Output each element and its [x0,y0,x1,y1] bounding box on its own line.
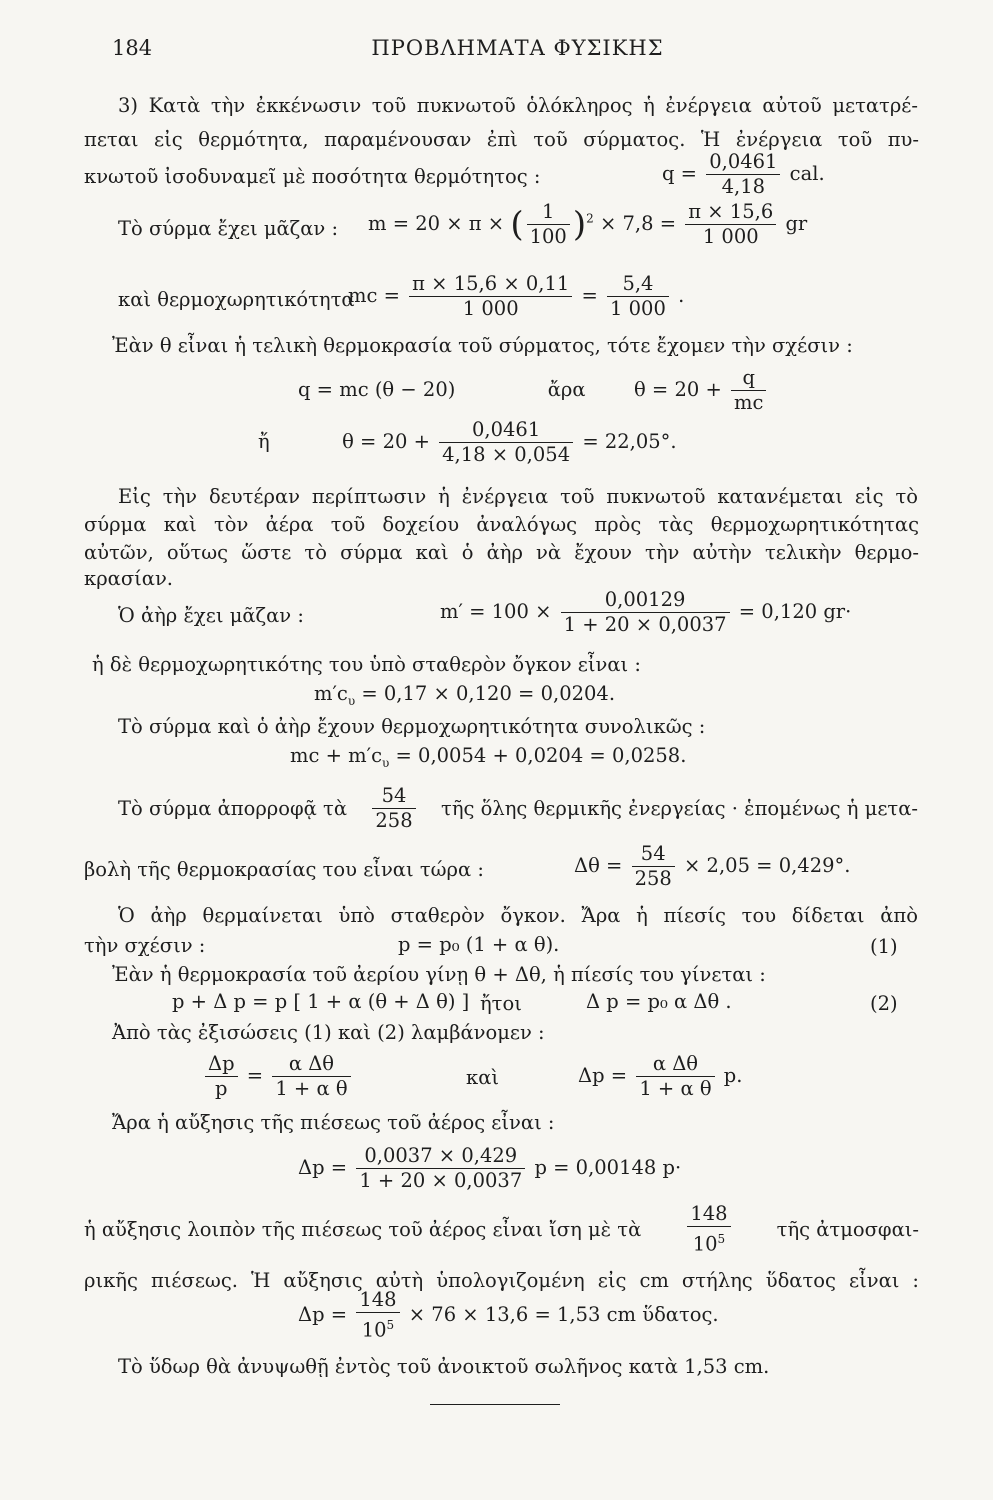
fraction [372,784,415,833]
eq-part: mc + m′c [290,744,382,767]
equation-delta-p [578,1052,742,1101]
numerator: q [731,366,766,391]
numerator: 0,0037 × 0,429 [356,1144,525,1169]
exponent: 5 [386,1318,395,1332]
equation-1 [398,933,559,956]
equation-heat-capacity [348,272,684,321]
denominator: p [215,1077,228,1100]
numerator: 0,00129 [561,588,730,613]
eq-tail: p. [723,1064,743,1087]
denominator: mc [734,391,764,414]
fraction [706,150,780,199]
eq-tail: . [678,284,685,307]
numerator: 54 [632,842,675,867]
fraction [527,200,570,249]
text-line-fraction [84,1202,919,1257]
text-line: Ἄρα ἡ αὔξησις τῆς πιέσεως τοῦ ἀέρος εἶναι : [112,1111,555,1134]
fraction [685,200,776,249]
eq-part: τῆς ὅλης θερμικῆς ἐνεργείας · ἑπομένως ἡ μετα- [441,797,918,820]
eq-part: q = mc (θ − 20) [298,378,456,401]
numerator: Δp [205,1052,238,1077]
equation-delta-p-value [298,1144,681,1193]
equation-air-mass [440,588,851,637]
text-line: τὴν σχέσιν : [84,934,206,957]
fraction [272,1052,350,1101]
text-line: Εἰς τὴν δευτέραν περίπτωσιν ἡ ἐνέργεια τοῦ πυκνωτοῦ κατανέμεται εἰς τὸ [118,485,918,508]
text-line: κρασίαν. [84,567,173,590]
denominator: 100 [529,225,567,248]
paren-close: ) [572,204,587,245]
end-rule [430,1404,560,1405]
fraction [439,418,573,467]
equation-tag: (2) [870,992,898,1015]
denominator: 1 + α θ [639,1077,712,1100]
text-line: Ἐὰν ἡ θερμοκρασία τοῦ ἀερίου γίνῃ θ + Δθ, ἡ πίεσίς του γίνεται : [112,963,766,986]
eq-part: Δ p = p₀ α Δθ . [586,990,732,1013]
eq-part: = 0,17 × 0,120 = 0,0204. [355,682,616,705]
text-line: αὐτῶν, οὕτως ὥστε τὸ σύρμα καὶ ὁ ἀὴρ νὰ ἔχουν τὴν αὐτὴν τελικὴν θερμο- [84,541,919,564]
subscript: υ [382,755,390,770]
denominator: 1 000 [610,297,666,320]
equation-delta-theta [574,842,850,891]
equation-theta-value [258,418,677,467]
eq-part: = [246,1064,264,1087]
denominator: 258 [375,809,413,832]
text-line-fraction [118,784,918,833]
eq-lhs: mc = [348,284,400,307]
denominator-base: 10 [361,1318,387,1342]
eq-tail: p = 0,00148 p· [534,1156,682,1179]
text-line: σύρμα καὶ τὸν ἀέρα τοῦ δοχείου ἀναλόγως πρὸς τὰς θερμοχωρητικότητας [84,513,919,536]
eq-lhs: m′ = 100 × [440,600,552,623]
eq-part: × 7,8 = [599,212,677,235]
equation-2-left [172,990,469,1013]
denominator: 258 [634,867,672,890]
text-line: καὶ θερμοχωρητικότητα [118,288,355,311]
numerator: 54 [372,784,415,809]
eq-lhs: Δp = [578,1064,628,1087]
eq-tail: cal. [789,162,825,185]
eq-part: καὶ [466,1066,500,1089]
denominator [356,1313,399,1343]
numerator: π × 15,6 × 0,11 [409,272,572,297]
eq-part: m = 20 × π × [368,212,505,235]
denominator: 4,18 × 0,054 [442,443,571,466]
eq-part: θ = 20 + [633,378,722,401]
eq-part: ἄρα [547,378,586,401]
paren-open: ( [510,204,524,245]
text-line: Τὸ σύρμα ἔχει μᾶζαν : [118,217,339,240]
text-line: ρικῆς πιέσεως. Ἡ αὔξησις αὐτὴ ὑπολογιζομένη εἰς cm στήλης ὕδατος εἶναι : [84,1269,919,1292]
fraction [632,842,675,891]
numerator: α Δθ [272,1052,350,1077]
eq-part: ἤ [258,430,270,453]
exponent: 5 [717,1232,726,1246]
equation-water-column [298,1288,719,1343]
equation-air-heat [314,682,615,708]
denominator: 1 + α θ [275,1077,348,1100]
text-line: Ἀπὸ τὰς ἐξισώσεις (1) καὶ (2) λαμβάνομεν : [112,1021,545,1044]
eq-part: τῆς ἀτμοσφαι- [776,1217,919,1241]
eq-part: p = p₀ (1 + α θ). [398,933,560,956]
denominator: 1 000 [462,297,519,320]
denominator: 4,18 [721,175,766,198]
eq-tail: × 76 × 13,6 = 1,53 cm ὕδατος. [408,1302,719,1326]
text-line: βολὴ τῆς θερμοκρασίας του εἶναι τώρα : [84,858,484,881]
equation-mass [368,200,807,249]
denominator [687,1227,730,1257]
eq-part: m′c [314,682,348,705]
eq-lhs: Δp = [298,1156,348,1179]
eq-part: Τὸ σύρμα ἀπορροφᾷ τὰ [118,797,347,820]
subscript: υ [347,693,356,708]
eq-tail: × 2,05 = 0,429°. [684,854,851,877]
exponent: 2 [586,211,594,226]
text-line: Τὸ ὕδωρ θὰ ἀνυψωθῇ ἐντὸς τοῦ ἀνοικτοῦ σωλῆνος κατὰ 1,53 cm. [118,1355,770,1378]
numerator: 0,0461 [439,418,573,443]
text-line: Ὁ ἀὴρ ἔχει μᾶζαν : [118,604,304,627]
text-line: Τὸ σύρμα καὶ ὁ ἀὴρ ἔχουν θερμοχωρητικότητα συνολικῶς : [118,715,706,738]
equation-kai [466,1066,499,1089]
denominator: 1 + 20 × 0,0037 [563,613,727,636]
eq-part: θ = 20 + [342,430,430,453]
numerator: α Δθ [636,1052,714,1077]
fraction [356,1144,525,1193]
running-title: ΠΡΟΒΛΗΜΑΤΑ ΦΥΣΙΚΗΣ [371,36,664,60]
equation-q [662,150,825,199]
eq-lhs: q = [662,162,698,185]
denominator: 1 000 [702,225,759,248]
fraction [731,366,766,415]
eq-part: ἤτοι [480,992,522,1015]
numerator: 5,4 [607,272,669,297]
page-number: 184 [112,36,153,60]
fraction [561,588,730,637]
eq-part: p + Δ p = p [ 1 + α (θ + Δ θ) ] [172,990,470,1013]
page-header [112,36,923,68]
fraction [356,1288,399,1343]
equation-ratio [202,1052,354,1101]
equation-tag: (1) [870,935,898,958]
numerator: π × 15,6 [685,200,776,225]
fraction [607,272,669,321]
eq-tail: = 0,120 gr· [738,600,852,623]
text-line: 3) Κατὰ τὴν ἐκκένωσιν τοῦ πυκνωτοῦ ὁλόκληρος ἡ ἐνέργεια αὐτοῦ μετατρέ- [118,94,918,117]
numerator: 0,0461 [706,150,780,175]
equation-theta [298,366,769,415]
eq-part: = 0,0054 + 0,0204 = 0,0258. [389,744,687,767]
text-line: Ὁ ἀὴρ θερμαίνεται ὑπὸ σταθερὸν ὄγκον. Ἄρα ἡ πίεσίς του δίδεται ἀπὸ [118,904,918,927]
fraction [409,272,572,321]
eq-part: = 22,05°. [582,430,677,453]
text-line: Ἐὰν θ εἶναι ἡ τελικὴ θερμοκρασία τοῦ σύρματος, τότε ἔχομεν τὴν σχέσιν : [112,334,853,357]
fraction [636,1052,714,1101]
eq-part: ἡ αὔξησις λοιπὸν τῆς πιέσεως τοῦ ἀέρος εἶναι ἴση μὲ τὰ [84,1217,642,1241]
fraction [205,1052,238,1101]
text-line: πεται εἰς θερμότητα, παραμένουσαν ἐπὶ τοῦ σύρματος. Ἡ ἐνέργεια τοῦ πυ- [84,128,919,151]
text-line: ἡ δὲ θερμοχωρητικότης του ὑπὸ σταθερὸν ὄγκον εἶναι : [92,653,641,676]
fraction [687,1202,730,1257]
equation-2-right [586,990,732,1013]
numerator: 148 [356,1288,399,1313]
eq-lhs: Δp = [298,1302,348,1326]
numerator: 148 [687,1202,730,1227]
eq-lhs: Δθ = [574,854,623,877]
denominator: 1 + 20 × 0,0037 [359,1169,523,1192]
eq-unit: gr [785,212,808,235]
eq-part: = [581,284,598,307]
equation-total-heat [290,744,686,770]
denominator-base: 10 [692,1232,718,1256]
equation-2-word [480,992,522,1015]
text-line: κνωτοῦ ἰσοδυναμεῖ μὲ ποσότητα θερμότητος : [84,165,541,188]
numerator: 1 [527,200,570,225]
